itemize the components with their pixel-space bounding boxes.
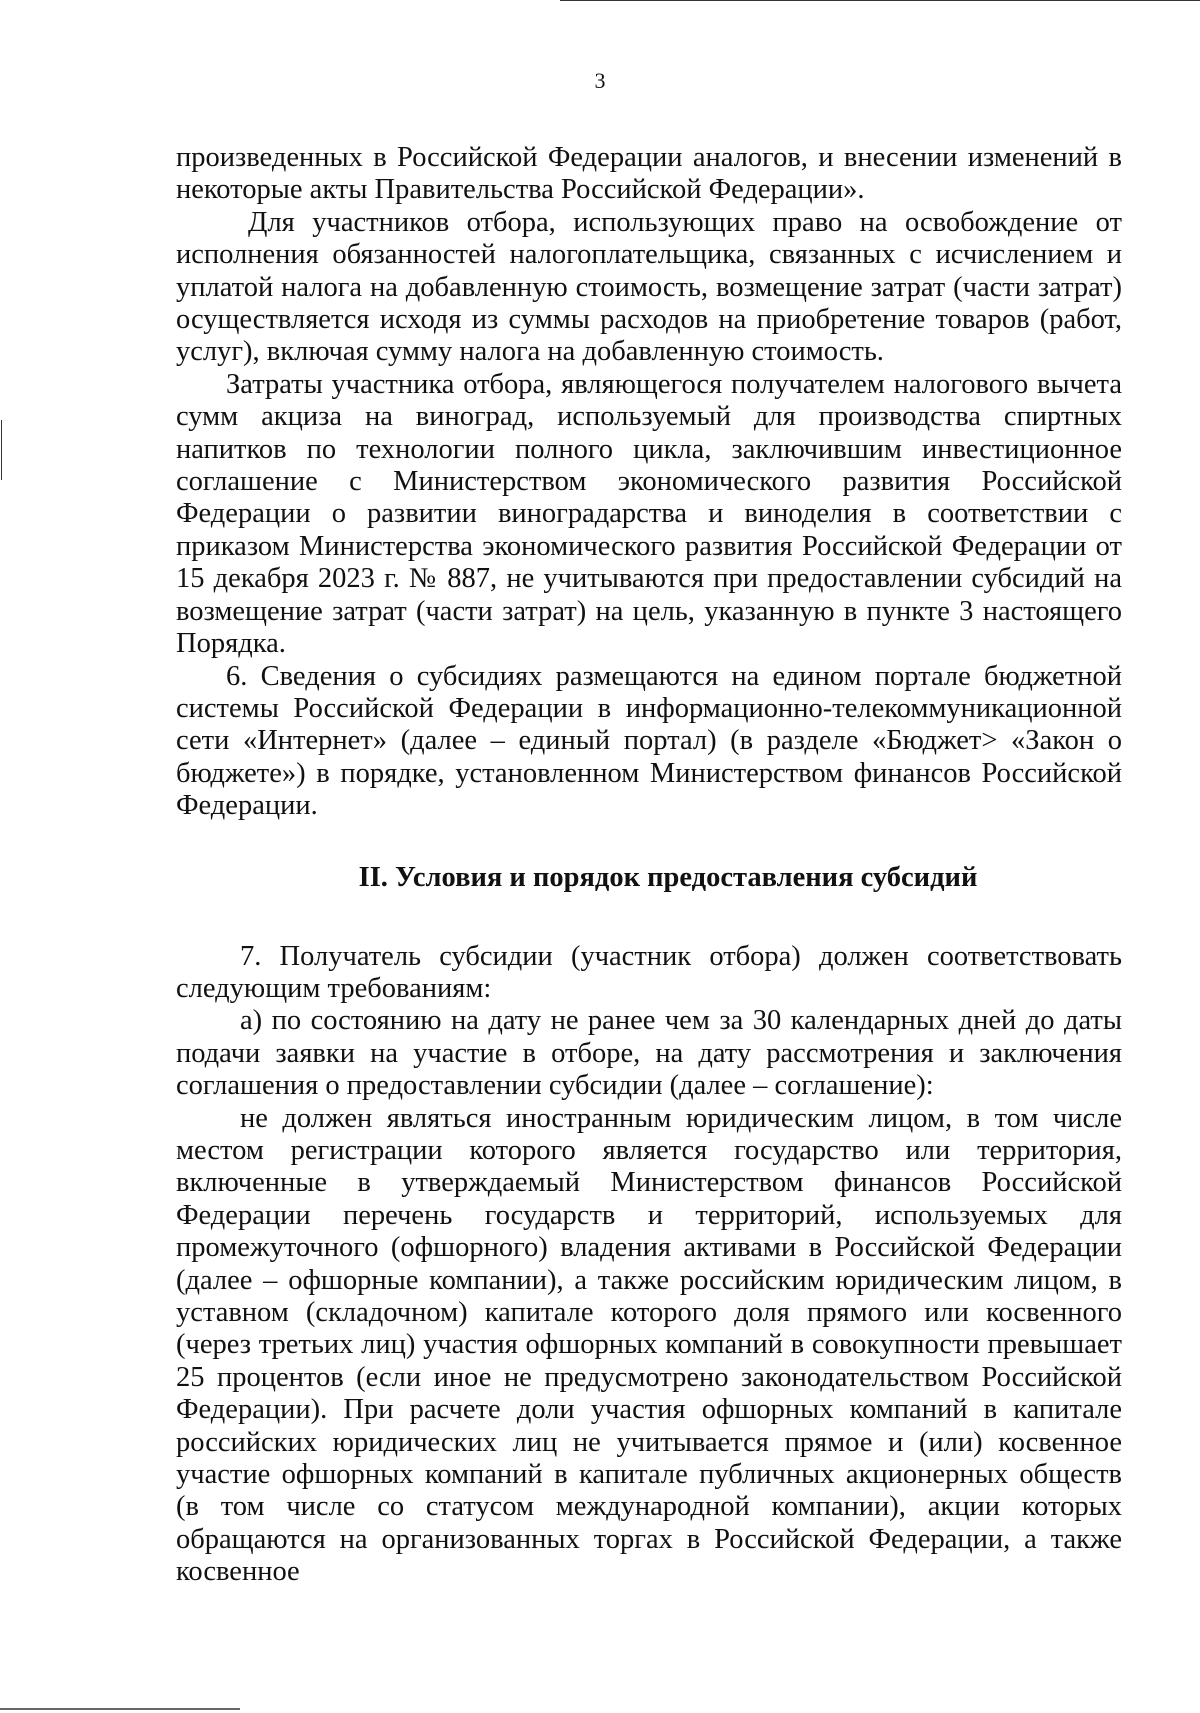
paragraph-item-6: 6. Сведения о субсидиях размещаются на едином портале бюджетной системы Российской Федерации в информационно-телекоммуникационной сети «Интернет» (далее – единый портал) (в разделе «Бюджет> «Закон о бюджете») в порядке, установленном Министерством финансов Российской Федерации. <box>176 660 1122 822</box>
paragraph-vat-exemption: Для участников отбора, использующих право на освобождение от исполнения обязанностей налогоплательщика, связанных с исчислением и уплатой налога на добавленную стоимость, возмещение затрат (части затрат) осуществляется исходя из суммы расходов на приобретение товаров (работ, услуг), включая сумму налога на добавленную стоимость. <box>176 206 1122 368</box>
section-heading: II. Условия и порядок предоставления субсидий <box>358 861 978 893</box>
scan-edge-mark-top <box>560 0 1200 1</box>
document-body <box>176 142 1122 1589</box>
scan-edge-mark-left <box>1 420 2 480</box>
paragraph-continuation: произведенных в Российской Федерации аналогов, и внесении изменений в некоторые акты Правительства Российской Федерации». <box>176 142 1122 206</box>
paragraph-excise-deduction: Затраты участника отбора, являющегося получателем налогового вычета сумм акциза на виноград, используемый для производства спиртных напитков по технологии полного цикла, заключившим инвестиционное соглашение с Министерством экономического развития Российской Федерации о развитии виноградарства и виноделия в соответствии с приказом Министерства экономического развития Российской Федерации от 15 декабря 2023 г. № 887, не учитываются при предоставлении субсидий на возмещение затрат (части затрат) на цель, указанную в пункте 3 настоящего Порядка. <box>176 368 1122 660</box>
paragraph-subitem-a: а) по состоянию на дату не ранее чем за 30 календарных дней до даты подачи заявки на участие в отборе, на дату рассмотрения и заключения соглашения о предоставлении субсидии (далее – соглашение): <box>176 1005 1122 1102</box>
page-number: 3 <box>594 68 606 93</box>
paragraph-offshore-requirement: не должен являться иностранным юридическим лицом, в том числе местом регистрации которого является государство или территория, включенные в утверждаемый Министерством финансов Российской Федерации перечень государств и территорий, используемых для промежуточного (офшорного) владения активами в Российской Федерации (далее – офшорные компании), а также российским юридическим лицом, в уставном (складочном) капитале которого доля прямого или косвенного (через третьих лиц) участия офшорных компаний в совокупности превышает 25 процентов (если иное не предусмотрено законодательством Российской Федерации). При расчете доли участия офшорных компаний в капитале российских юридических лиц не учитывается прямое и (или) косвенное участие офшорных компаний в капитале публичных акционерных обществ (в том числе со статусом международной компании), акции которых обращаются на организованных торгах в Российской Федерации, а также косвенное <box>176 1102 1122 1588</box>
scan-edge-mark-bottom <box>0 1708 240 1710</box>
paragraph-item-7: 7. Получатель субсидии (участник отбора) должен соответствовать следующим требованиям: <box>176 940 1122 1004</box>
